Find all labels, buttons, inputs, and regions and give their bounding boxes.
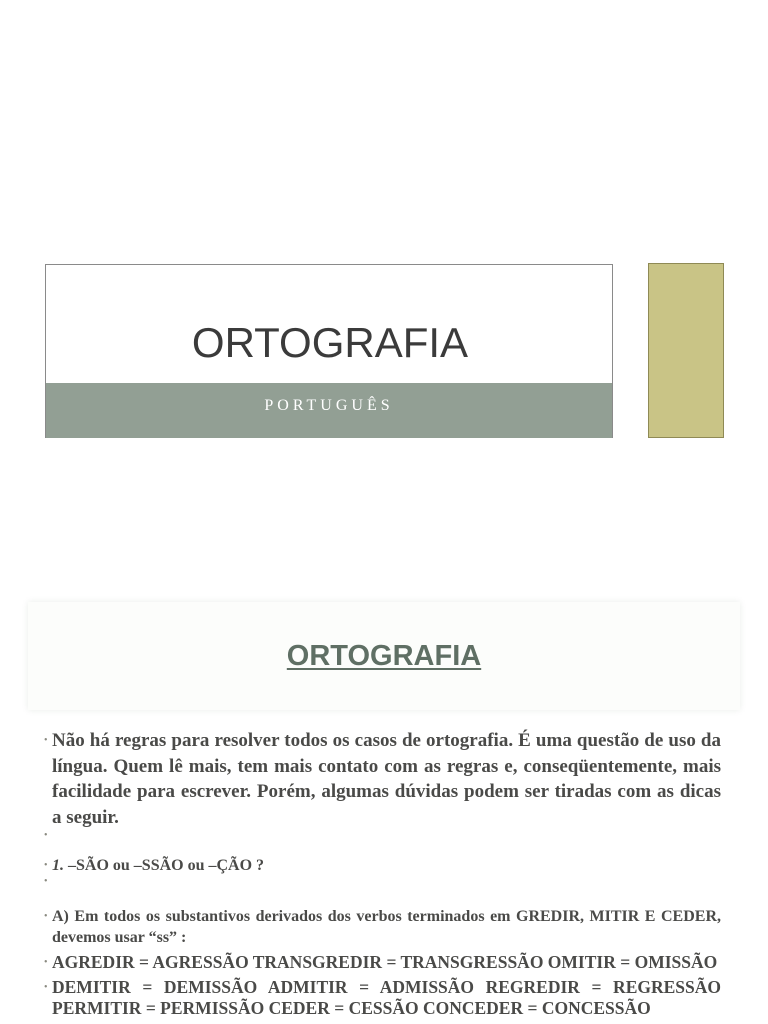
accent-block <box>648 263 724 438</box>
bullet-icon: • <box>44 982 48 993</box>
intro-text: Não há regras para resolver todos os casos de ortografia. É uma questão de uso da língua. Quem lê mais, tem mais contato com as regras e, conseqüentemente, mais facilidade para escrever. Porém, algumas dúvidas podem ser tiradas com as dicas a seguir. <box>52 730 721 828</box>
slide-body <box>44 728 721 1019</box>
examples-2-text: DEMITIR = DEMISSÃO ADMITIR = ADMISSÃO REGREDIR = REGRESSÃO PERMITIR = PERMISSÃO CEDER = CESSÃO CONCEDER = CONCESSÃO <box>52 977 721 1018</box>
subtitle-band <box>46 383 612 438</box>
examples-2 <box>44 977 721 1019</box>
section-title: –SÃO ou –SSÃO ou –ÇÃO ? <box>64 857 265 874</box>
title-box <box>45 264 613 438</box>
empty-line <box>44 876 721 900</box>
section-heading <box>44 856 721 876</box>
bullet-icon: • <box>44 830 48 841</box>
slide-subtitle: PORTUGUÊS <box>264 397 394 414</box>
section-number: 1. <box>52 857 64 874</box>
bullet-icon: • <box>44 957 48 968</box>
slide-heading: ORTOGRAFIA <box>286 640 482 672</box>
empty-line <box>44 830 721 854</box>
bullet-icon: • <box>44 860 48 871</box>
bullet-icon: • <box>44 876 48 887</box>
heading-box <box>28 602 740 710</box>
rule-a <box>44 906 721 948</box>
content-slide <box>0 576 768 1024</box>
intro-paragraph <box>44 728 721 830</box>
rule-a-text: A) Em todos os substantivos derivados dos verbos terminados em GREDIR, MITIR E CEDER, devemos usar “ss” : <box>52 908 721 946</box>
slide-title: ORTOGRAFIA <box>191 319 469 366</box>
bullet-icon: • <box>44 911 48 922</box>
examples-1-text: AGREDIR = AGRESSÃO TRANSGREDIR = TRANSGRESSÃO OMITIR = OMISSÃO <box>52 952 718 972</box>
examples-1 <box>44 952 721 973</box>
bullet-icon: • <box>44 735 48 746</box>
